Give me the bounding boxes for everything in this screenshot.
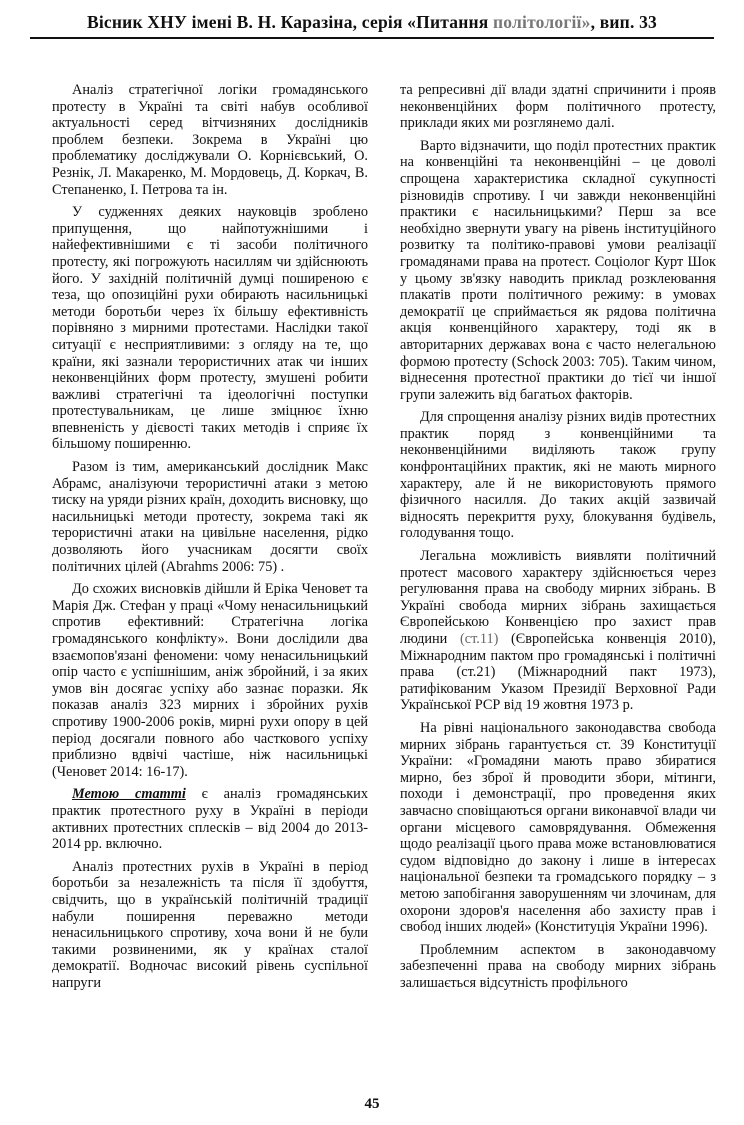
aim-rest: є аналіз громадянських практик протестного руху в Україні в періоди активних протестних сплесків – від 2004 до 2013-2014 рр. включно.	[52, 786, 368, 853]
header-faded: політології»	[493, 12, 591, 32]
left-column	[52, 82, 368, 1082]
header-suffix: , вип. 33	[590, 12, 657, 32]
journal-header	[30, 12, 714, 39]
paragraph: Для спрощення аналізу різних видів протестних практик поряд з конвенційними та неконвенційними виділяють також групу конфронтаційних практик, які не мають мирного характеру, але й не використовують прямого фізичного насилля. До таких акцій зазвичай відносять перекриття руху, блокування будівель, голодування тощо.	[400, 409, 716, 542]
paragraph: Проблемним аспектом в законодавчому забезпеченні права на свободу мирних зібрань залишається відсутність профільного	[400, 941, 716, 991]
rights-text-b: (Європейська конвенція 2010), Міжнародним пактом про громадянські і політичні права (ст.21) (Міжнародний пакт 1973), ратифікованим Указом Президії Верховної Ради Української РСР від 19 жовтня 1973 р.	[400, 631, 717, 714]
paragraph: Аналіз стратегічної логіки громадянського протесту в Україні та світі набув особливої актуальності серед вітчизняних дослідників проблем безпеки. Зокрема в Україні цю проблематику досліджували О. Корнієвський, О. Резнік, Л. Макаренко, М. Мордовець, Д. Коркач, В. Степаненко, І. Петрова та ін.	[52, 82, 368, 198]
paragraph-continuation: та репресивні дії влади здатні спричинити і прояв неконвенційних форм політичного протесту, приклади яких ми розглянемо далі.	[400, 82, 716, 132]
paragraph-aim	[52, 786, 368, 852]
paragraph: Аналіз протестних рухів в Україні в період боротьби за незалежність та після її здобуття, свідчить, що в українській політичній традиції набули поширення переважно методи ненасильницького спротиву, хоча вони й не були такими розвиненими, як у країнах сталої демократії. Водночас високий рівень суспільної напруги	[52, 858, 368, 991]
paragraph: На рівні національного законодавства свобода мирних зібрань гарантується ст. 39 Конституції України: «Громадяни мають право збиратися мирно, без зброї й проводити збори, мітинги, походи і демонстрації, про проведення яких завчасно сповіщаються органи виконавчої влади чи органи місцевого самоврядування. Обмеження щодо реалізації цього права може встановлюватися судом відповідно до закону і лише в інтересах національної безпеки та громадського порядку – з метою запобігання заворушенням чи злочинам, для охорони здоров'я населення або захисту прав і свобод інших людей» (Конституція України 1996).	[400, 719, 716, 936]
header-prefix: Вісник ХНУ імені В. Н. Каразіна, серія «Питання	[86, 12, 494, 32]
aim-lead: Метою статті	[72, 786, 186, 803]
paragraph-rights	[400, 548, 716, 714]
rights-faint-ref: (ст.11)	[459, 631, 499, 647]
text-columns	[52, 82, 716, 1082]
paragraph: До схожих висновків дійшли й Еріка Ченовет та Марія Дж. Стефан у праці «Чому ненасильницький спротив ефективний: Стратегічна логіка громадянського конфлікту». Вони дослідили два взаємопов'язані феномени: чому ненасильницький опір часто є успішнішим, аніж збройний, і за яких умов він досягає успіху або зазнає поразки. Як показав аналіз 323 мирних і збройних рухів спротиву 1900-2006 років, мирні рухи опору в цей період досягали повного або часткового успіху приблизно вдвічі частіше, ніж насильницькі (Ченовет 2014: 16-17).	[52, 581, 368, 780]
right-column	[400, 82, 716, 1082]
paragraph: Варто відзначити, що поділ протестних практик на конвенційні та неконвенційні – це доволі спрощена характеристика складної сукупності різновидів спротиву. І чи завжди неконвенційні практики є насильницькими? Перш за все необхідно звернути увагу на рівень інституційного розвитку та політико-правові умови реалізації громадянами права на протест. Соціолог Курт Шок у цьому зв'язку наводить приклад розклеювання плакатів проти політичного режиму: в умовах демократії це сприймається як рядова політична акція конвенційного характеру, тоді як в авторитарних державах вона є часто нелегальною формою протесту (Schock 2003: 705). Таким чином, віднесення протестної практики до тієї чи іншої групи залежить від багатьох факторів.	[400, 137, 716, 403]
rights-text-a: Легальна можливість виявляти політичний протест масового характеру здійснюється через регулювання права на свободу мирних зібрань. В Україні свобода мирних зібрань захищається Європейською Конвенцією про захист прав людини	[400, 548, 716, 647]
page-number: 45	[364, 1096, 380, 1112]
paragraph: Разом із тим, американський дослідник Макс Абрамс, аналізуючи терористичні атаки з метою тиску на уряди різних країн, доходить висновку, що насильницькі методи протесту, зокрема такі як терористичні атаки на цивільне населення, рідко дозволяють його учасникам досягти своїх політичних цілей (Abrahms 2006: 75) .	[52, 459, 368, 575]
paragraph: У судженнях деяких науковців зроблено припущення, що найпотужнішими і найефективнішими є ті засоби політичного протесту, які погрожують насиллям чи здійснюють його. У західній політичній думці поширеною є теза, що опозиційні рухи обирають насильницькі методи боротьби через їх більшу ефективність порівняно з мирними протестами. Наслідки такої ситуації є несприятливими: з огляду на те, що країни, які зазнали терористичних атак чи інших неконвенційних форм протесту, змушені робити важливі стратегічні та ідеологічні поступки протестувальникам, це лише зміцнює їхню впевненість у дієвості таких методів і сприяє їх більшому поширенню.	[52, 204, 368, 453]
